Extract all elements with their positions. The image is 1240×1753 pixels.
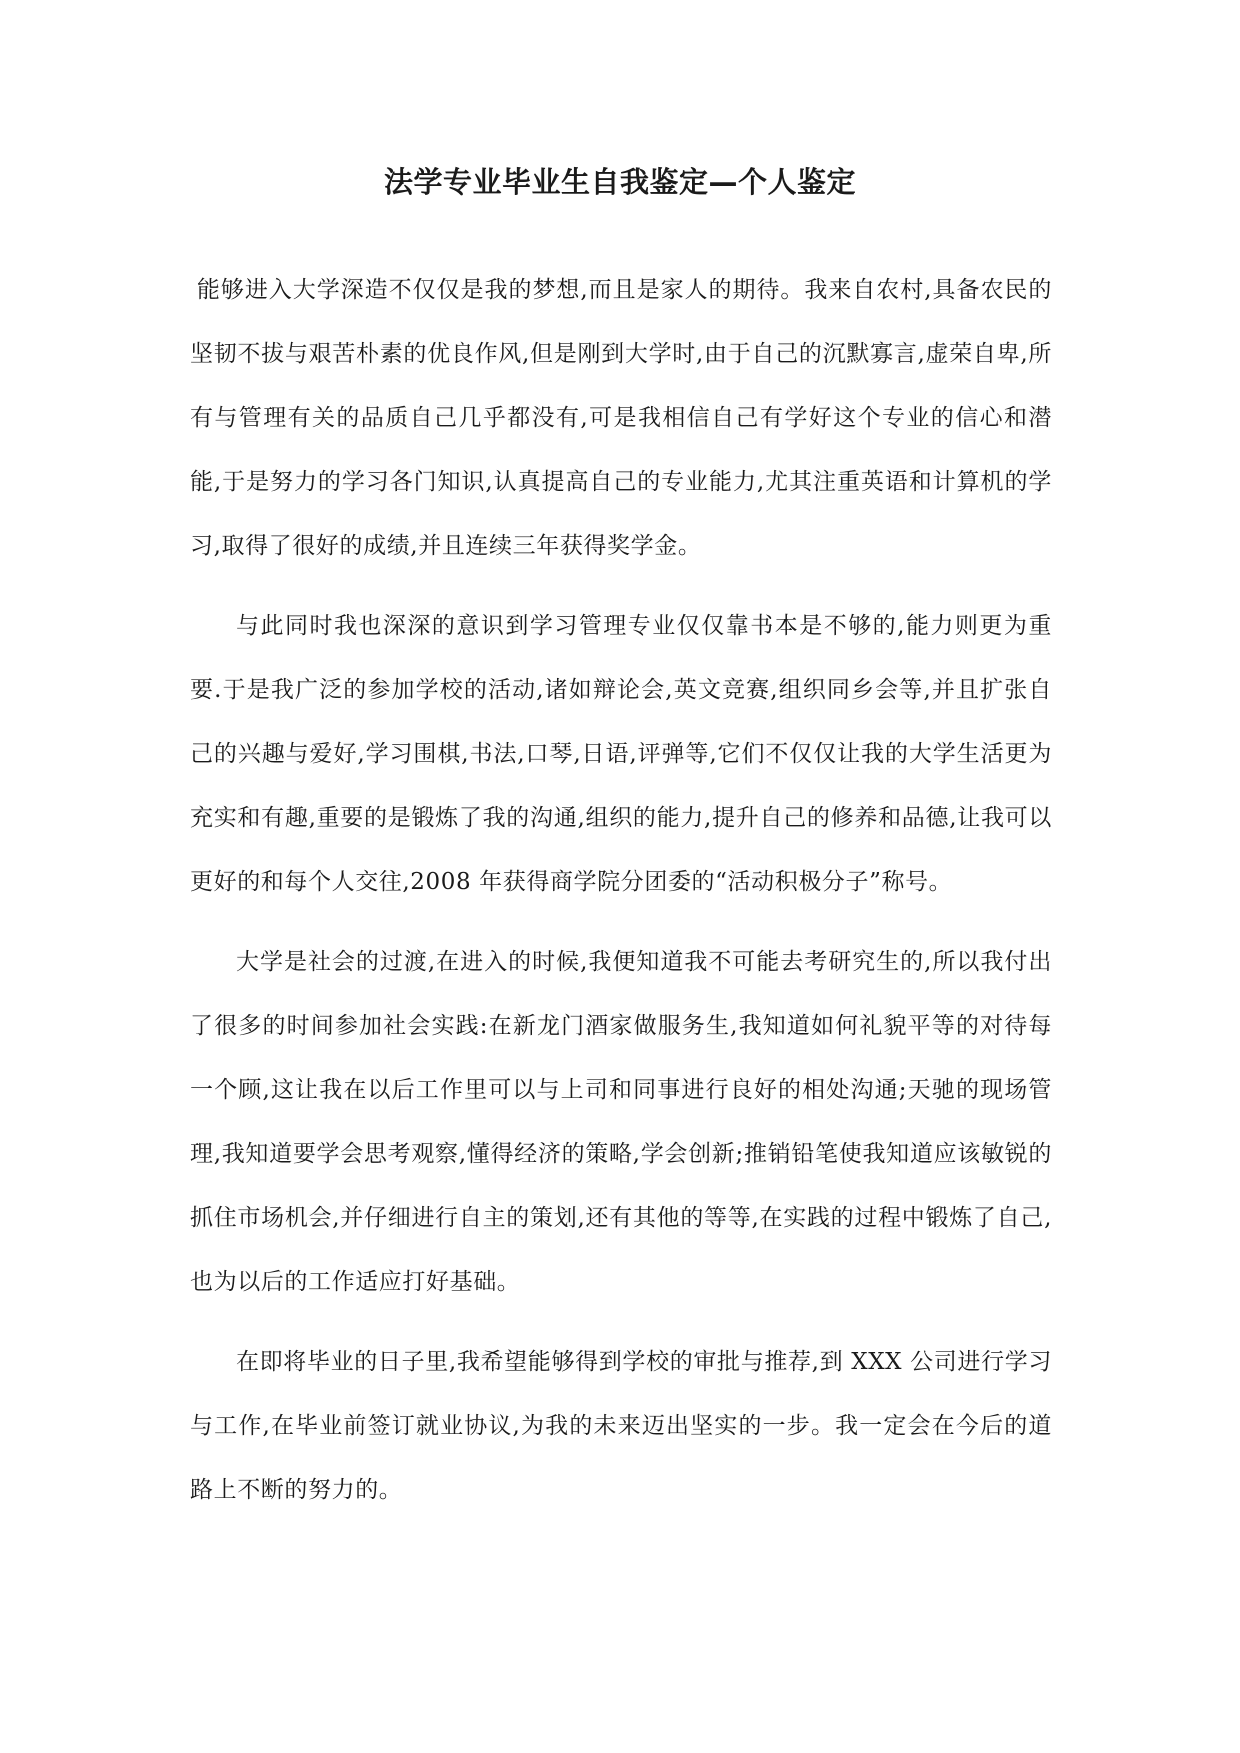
paragraph-4: 在即将毕业的日子里,我希望能够得到学校的审批与推荐,到 XXX 公司进行学习与工作,在毕业前签订就业协议,为我的未来迈出坚实的一步。我一定会在今后的道路上不断的努力的。 [190, 1349, 1052, 1503]
paragraph-3: 大学是社会的过渡,在进入的时候,我便知道我不可能去考研究生的,所以我付出了很多的时间参加社会实践:在新龙门酒家做服务生,我知道如何礼貌平等的对待每一个顾,这让我在以后工作里可以与上司和同事进行良好的相处沟通;天驰的现场管理,我知道要学会思考观察,懂得经济的策略,学会创新;推销铅笔使我知道应该敏锐的抓住市场机会,并仔细进行自主的策划,还有其他的等等,在实践的过程中锻炼了自己,也为以后的工作适应打好基础。 [190, 949, 1052, 1295]
paragraph-1: 能够进入大学深造不仅仅是我的梦想,而且是家人的期待。我来自农村,具备农民的坚韧不拔与艰苦朴素的优良作风,但是刚到大学时,由于自己的沉默寡言,虚荣自卑,所有与管理有关的品质自己几乎都没有,可是我相信自己有学好这个专业的信心和潜能,于是努力的学习各门知识,认真提高自己的专业能力,尤其注重英语和计算机的学习,取得了很好的成绩,并且连续三年获得奖学金。 [190, 277, 1052, 559]
paragraph-2: 与此同时我也深深的意识到学习管理专业仅仅靠书本是不够的,能力则更为重要.于是我广泛的参加学校的活动,诸如辩论会,英文竞赛,组织同乡会等,并且扩张自己的兴趣与爱好,学习围棋,书法,口琴,日语,评弹等,它们不仅仅让我的大学生活更为充实和有趣,重要的是锻炼了我的沟通,组织的能力,提升自己的修养和品德,让我可以更好的和每个人交往,2008 年获得商学院分团委的“活动积极分子”称号。 [190, 613, 1052, 895]
document-title: 法学专业毕业生自我鉴定—个人鉴定 [383, 165, 856, 199]
document-body [190, 258, 1052, 1538]
